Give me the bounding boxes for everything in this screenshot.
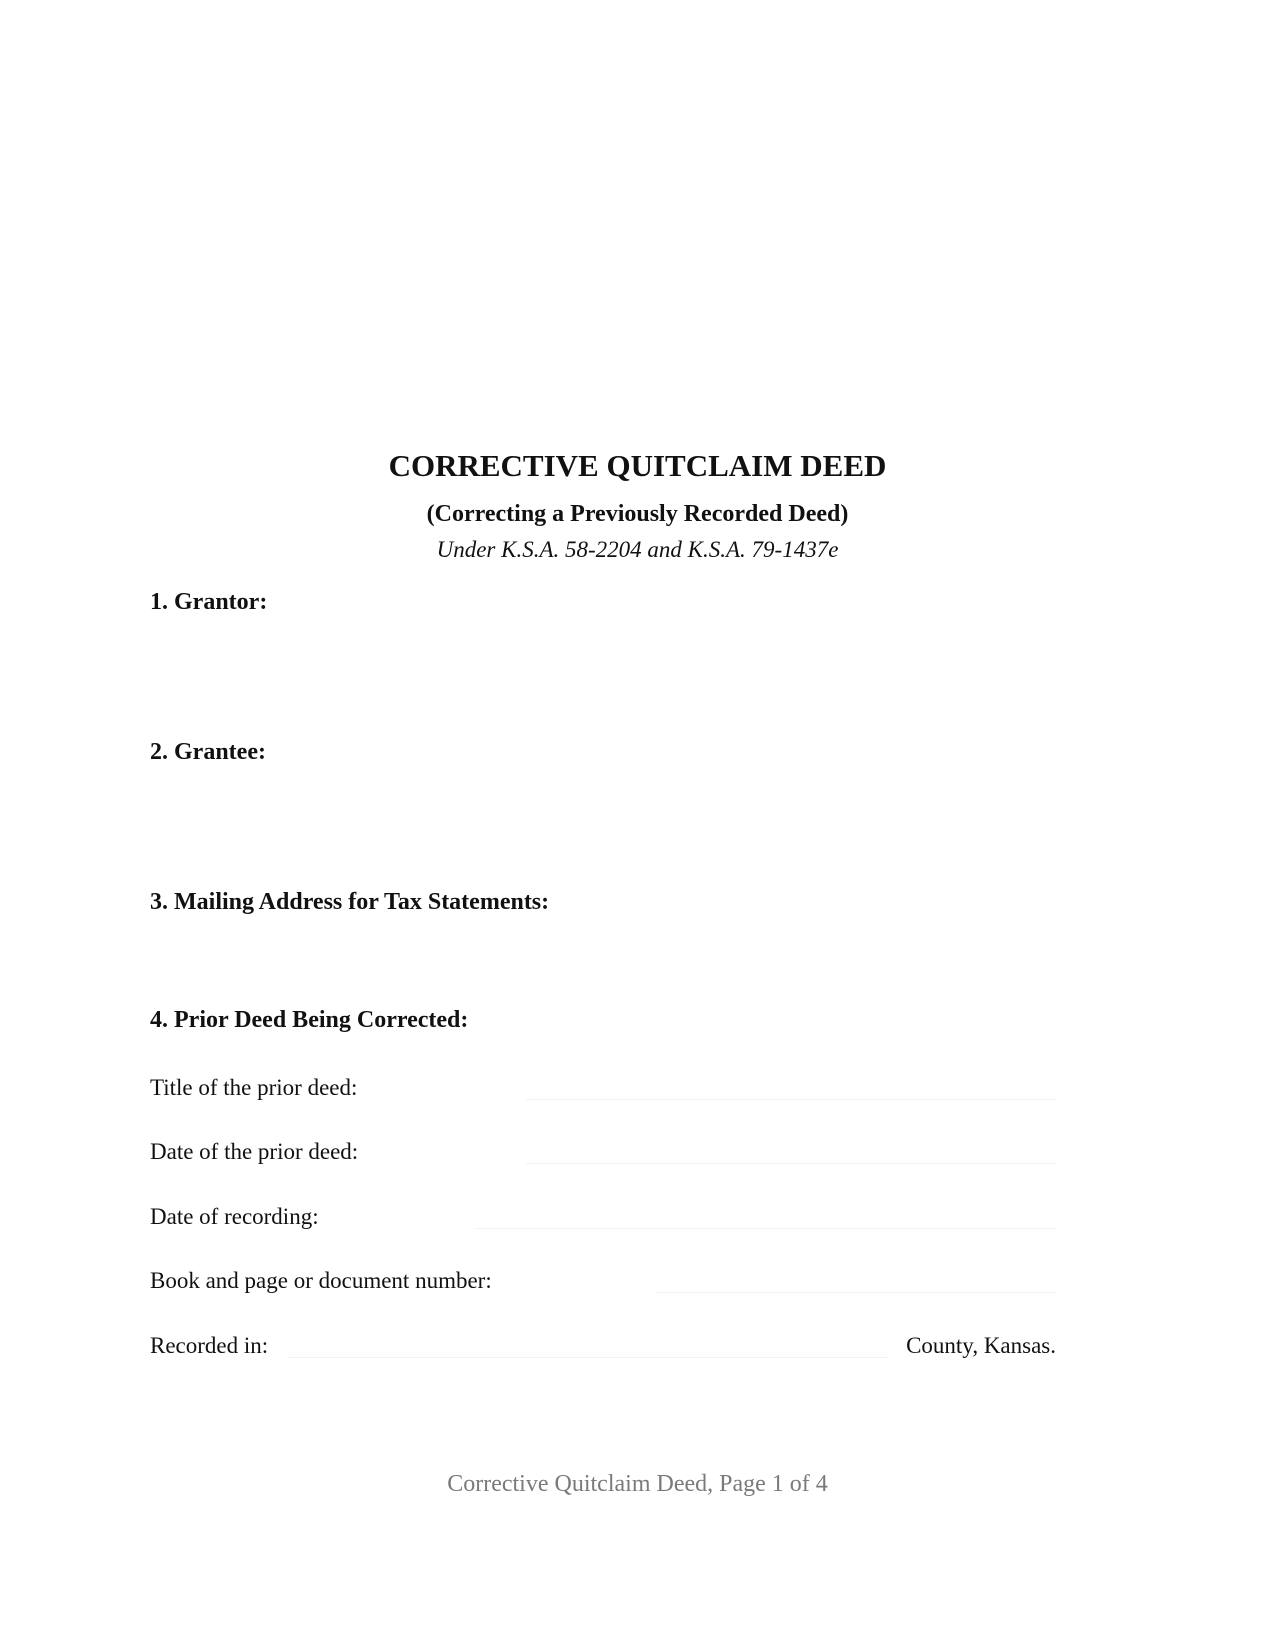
page-footer: Corrective Quitclaim Deed, Page 1 of 4 [447,1471,828,1497]
prior-deed-date-label: Date of the prior deed: [150,1139,359,1164]
prior-deed-title-blank[interactable] [526,1099,1056,1100]
recorded-in-county-blank[interactable] [288,1357,888,1358]
grantor-heading: 1. Grantor: [150,589,268,615]
prior-deed-title-label: Title of the prior deed: [150,1075,358,1100]
statute-reference: Under K.S.A. 58-2204 and K.S.A. 79-1437e [436,537,839,562]
grantee-heading: 2. Grantee: [150,739,266,765]
document-subtitle: (Correcting a Previously Recorded Deed) [426,501,849,527]
book-page-label: Book and page or document number: [150,1268,492,1293]
recording-date-label: Date of recording: [150,1204,319,1229]
recorded-in-field [150,1332,1056,1360]
recorded-in-suffix: County, Kansas. [906,1333,1056,1358]
recording-date-field [150,1203,1056,1231]
book-page-blank[interactable] [656,1292,1056,1293]
mailing-address-heading: 3. Mailing Address for Tax Statements: [150,889,550,915]
recording-date-blank[interactable] [476,1228,1056,1229]
document-title: CORRECTIVE QUITCLAIM DEED [388,448,887,483]
prior-deed-heading: 4. Prior Deed Being Corrected: [150,1007,469,1033]
prior-deed-title-field [150,1074,1056,1102]
recorded-in-label: Recorded in: [150,1333,269,1358]
prior-deed-date-blank[interactable] [526,1163,1056,1164]
prior-deed-date-field [150,1138,1056,1166]
book-page-field [150,1267,1056,1295]
